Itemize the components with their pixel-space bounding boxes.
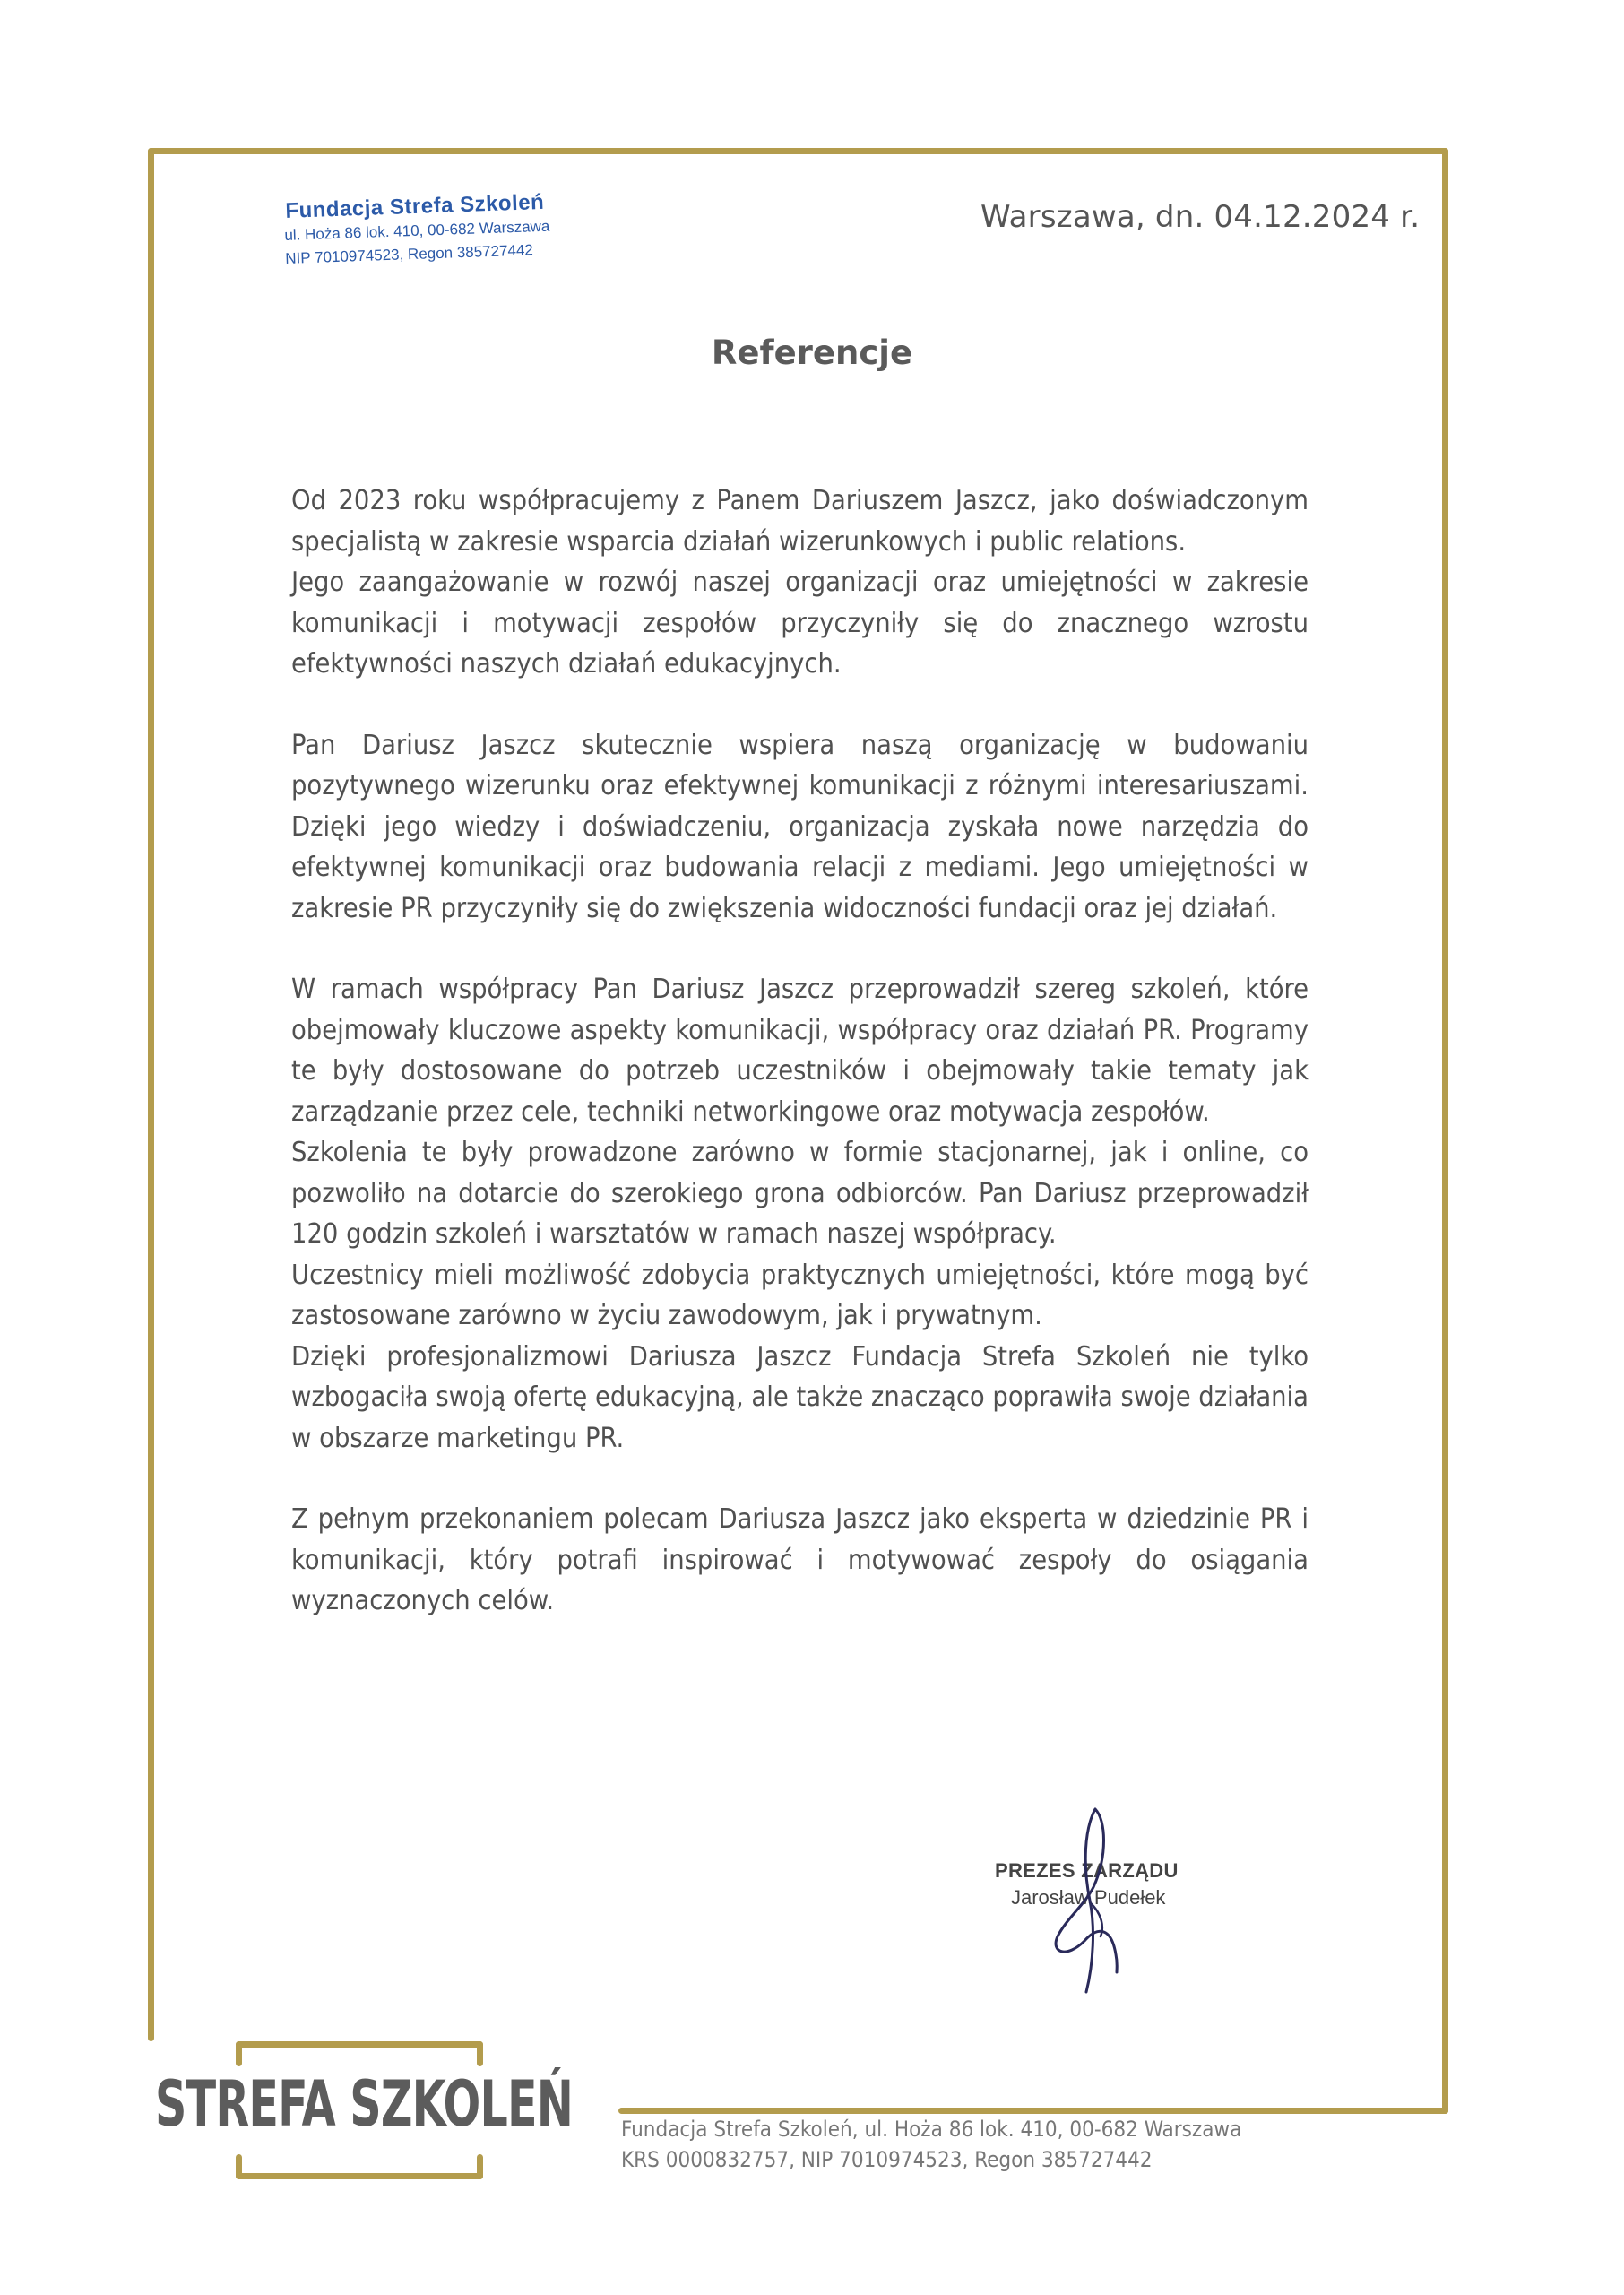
strefa-szkolen-logo: STREFA SZKOLEŃ [155, 2067, 574, 2141]
frame-top-border [148, 148, 1448, 154]
handwritten-signature-icon [1031, 1802, 1156, 1999]
place-date: Warszawa, dn. 04.12.2024 r. [980, 199, 1421, 235]
stamp-organization: Fundacja Strefa Szkoleń [284, 189, 545, 223]
paragraph: Jego zaangażowanie w rozwój naszej organizacji oraz umiejętności w zakresie komunikacji i motywacji zespołów przyczyniły się do znacznego wzrostu efektywności naszych działań edukacyjnych. [291, 567, 1309, 680]
paragraph: Dzięki profesjonalizmowi Dariusza Jaszcz Fundacja Strefa Szkoleń nie tylko wzbogaciła swoją ofertę edukacyjną, ale także znacząco poprawiła swoje działania w obszarze marketingu PR. [291, 1340, 1309, 1454]
document-title: Referencje [711, 333, 913, 372]
signatory-name: Jarosław Pudełek [1011, 1886, 1166, 1909]
frame-bottom-border [618, 2108, 1448, 2114]
stamp-ids: NIP 7010974523, Regon 385727442 [284, 241, 534, 267]
signatory-role: PREZES ZARZĄDU [995, 1859, 1179, 1882]
paragraph: W ramach współpracy Pan Dariusz Jaszcz przeprowadził szereg szkoleń, które obejmowały kluczowe aspekty komunikacji, współpracy oraz działań PR. Programy te były dostosowane do potrzeb uczestników i obejmowały takie tematy jak zarządzanie przez cele, techniki networkingowe oraz motywacja zespołów. [291, 974, 1309, 1128]
footer-registry: KRS 0000832757, NIP 7010974523, Regon 385727442 [621, 2147, 1153, 2172]
stamp-address: ul. Hoża 86 lok. 410, 00-682 Warszawa [284, 217, 550, 244]
frame-left-border [148, 148, 154, 2041]
paragraph: Pan Dariusz Jaszcz skutecznie wspiera naszą organizację w budowaniu pozytywnego wizerunku oraz efektywnej komunikacji z różnymi interesariuszami. Dzięki jego wiedzy i doświadczeniu, organizacja zyskała nowe narzędzia do efektywnej komunikacji oraz budowania relacji z mediami. Jego umiejętności w zakresie PR przyczyniły się do zwiększenia widoczności fundacji oraz jej działań. [291, 729, 1309, 924]
organization-stamp [283, 190, 551, 271]
paragraph: Uczestnicy mieli możliwość zdobycia praktycznych umiejętności, które mogą być zastosowane zarówno w życiu zawodowym, jak i prywatnym. [291, 1259, 1309, 1331]
letter-body [291, 481, 1309, 1622]
paragraph: Szkolenia te były prowadzone zarówno w formie stacjonarnej, jak i online, co pozwoliło na dotarcie do szerokiego grona odbiorców. Pan Dariusz przeprowadził 120 godzin szkoleń i warsztatów w ramach naszej współpracy. [291, 1137, 1309, 1250]
footer-address: Fundacja Strefa Szkoleń, ul. Hoża 86 lok. 410, 00-682 Warszawa [621, 2117, 1242, 2142]
footer-contact [621, 2114, 1241, 2175]
frame-right-border [1442, 148, 1448, 2114]
paragraph: Od 2023 roku współpracujemy z Panem Dariuszem Jaszcz, jako doświadczonym specjalistą w zakresie wsparcia działań wizerunkowych i public relations. [291, 485, 1309, 558]
paragraph: Z pełnym przekonaniem polecam Dariusza Jaszcz jako eksperta w dziedzinie PR i komunikacji, który potrafi inspirować i motywować zespoły do osiągania wyznaczonych celów. [291, 1503, 1309, 1616]
